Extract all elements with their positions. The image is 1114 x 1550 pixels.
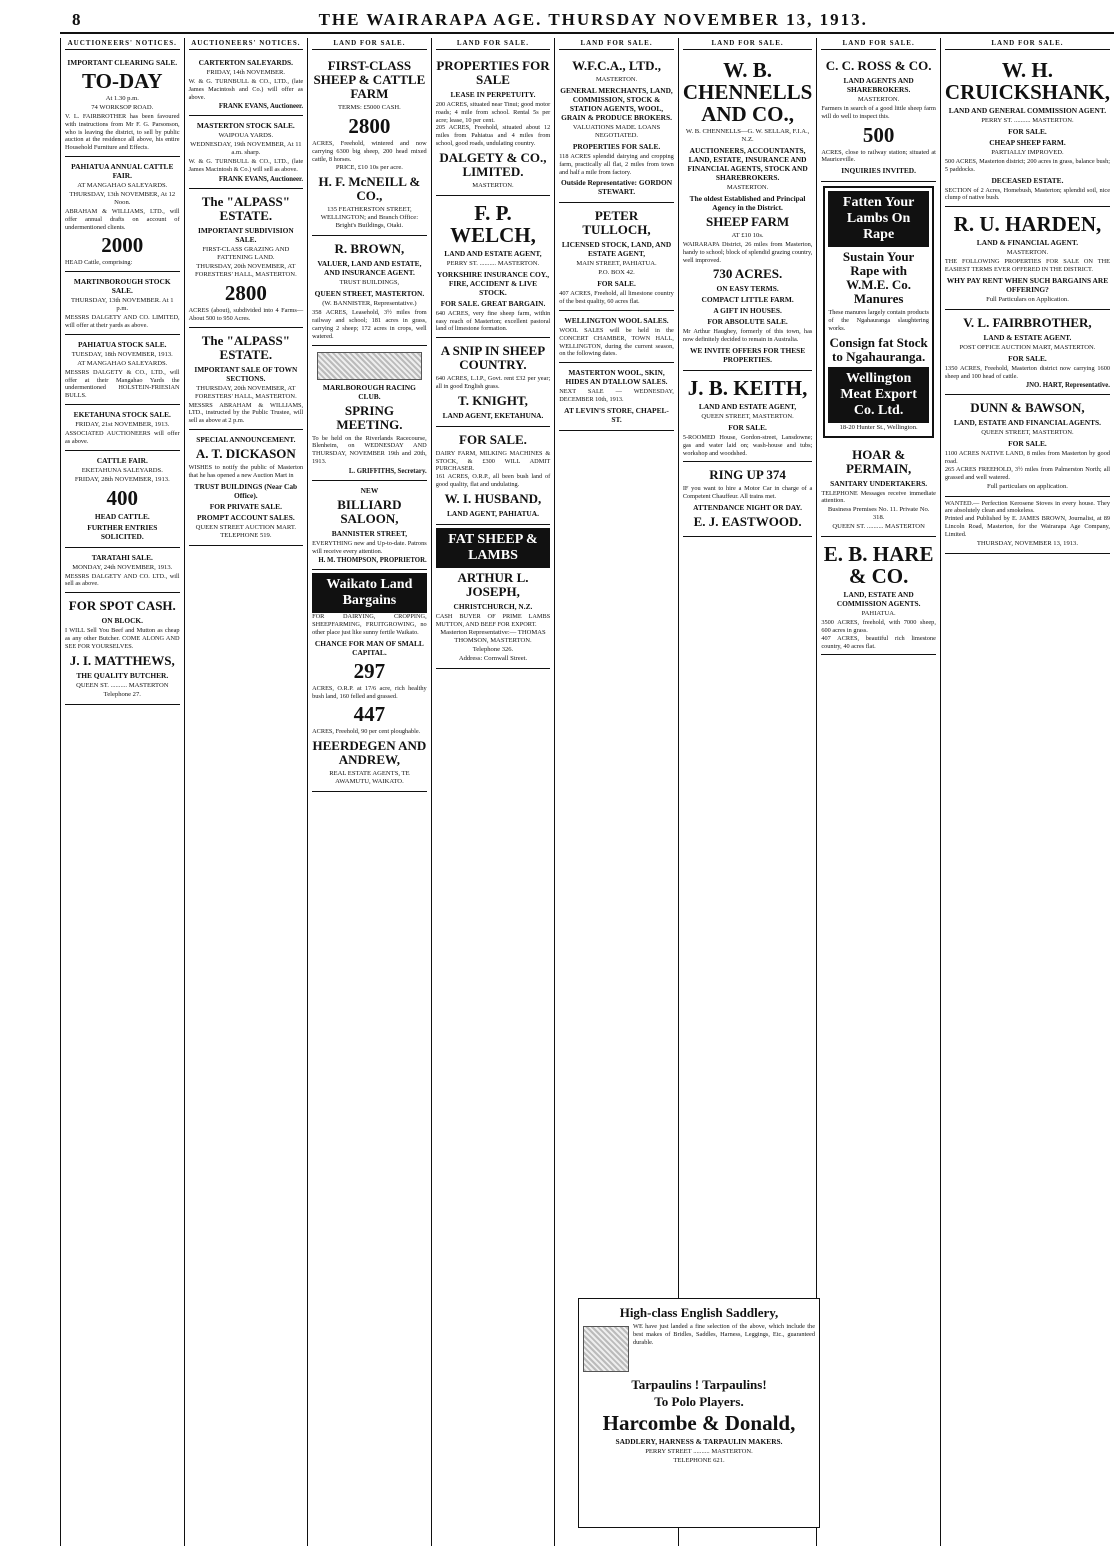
column-7 [816,38,940,1546]
column-3 [307,38,431,1546]
ad-tulloch: PETER TULLOCH, LICENSED STOCK, LAND, AND ESTATE AGENT, MAIN STREET, PAHIATUA. P.O. BOX 42. FOR SALE. 407 ACRES, Freehold, all limestone country of the best quality, 60 acres flat. [559,203,674,311]
ad-wfca: W.F.C.A., LTD., MASTERTON. GENERAL MERCHANTS, LAND, COMMISSION, STOCK & STATION AGENTS, WOOL, GRAIN & PRODUCE BROKERS. VALUATIONS MADE. LOANS NEGOTIATED. PROPERTIES FOR SALE. 118 ACRES splendid dairying and cropping farm, practically all flat, 2 miles from town and half a mile from factory. Outside Representative: GORDON STEWART. [559,53,674,203]
ad-dunn-bawson: DUNN & BAWSON, LAND, ESTATE AND FINANCIAL AGENTS. QUEEN STREET, MASTERTON. FOR SALE. 1100 ACRES NATIVE LAND, 8 miles from Masterton by good road. 265 ACRES FREEHOLD, 3½ miles from Palmerston North; all grassed and well watered. Full particulars on application. [945,395,1110,496]
ad-hoar-permain: HOAR & PERMAIN, SANITARY UNDERTAKERS. TELEPHONE Messages receive immediate attention. Business Premises No. 11. Private No. 318. QUEEN ST. .......... MASTERTON [821,442,936,538]
ad-welch: F. P. WELCH, LAND AND ESTATE AGENT, PERRY ST. .......... MASTERTON. YORKSHIRE INSURANCE COY., FIRE, ACCIDENT & LIVE STOCK. FOR SALE. GREAT BARGAIN. 640 ACRES, very fine sheep farm, within easy reach of Masterton; excellent pastoral land of limestone formation. [436,196,551,338]
ad-dalgety-properties: PROPERTIES FOR SALE LEASE IN PERPETUITY. 200 ACRES, situated near Tinui; good motor roads; 4 mile from school. Rental 5s per acre; lease, 10 per cent. 205 ACRES, Freehold, situated about 12 miles from Pahiatua and 4 miles from school, good roads, undulating country. DALGETY & CO., LIMITED. MASTERTON. [436,53,551,196]
ad-carterton: CARTERTON SALEYARDS. FRIDAY, 14th NOVEMBER. W. & G. TURNBULL & CO., LTD., (late James Macintosh and Co.) will offer as above. FRANK EVANS, Auctioneer. [189,53,304,116]
ad-husband: FOR SALE. DAIRY FARM, MILKING MACHINES & STOCK, & £300 WILL ADMIT PURCHASER. 161 ACRES, O.R.P., all been bush land of good quality, flat and undulating. W. I. HUSBAND, LAND AGENT, PAHIATUA. [436,427,551,525]
column-4 [431,38,555,1546]
ad-wool-sales: WELLINGTON WOOL SALES. WOOL SALES will be held in the CONCERT CHAMBER, TOWN HALL, WELLINGTON, during the current season, on the following dates. [559,311,674,363]
ad-alpass-town: The "ALPASS" ESTATE. IMPORTANT SALE OF TOWN SECTIONS. THURSDAY, 20th NOVEMBER, AT FORESTERS' HALL, MASTERTON. MESSRS ABRAHAM & WILLIAMS, LTD., instructed by the Public Trustee, will sell as above at 2 p.m. [189,328,304,430]
ad-hare: E. B. HARE & CO. LAND, ESTATE AND COMMISSION AGENTS. PAHIATUA. 3500 ACRES, freehold, with 7000 sheep, 600 acres in grass. 407 ACRES, beautiful rich limestone country, 40 acres flat. [821,537,936,655]
horse-race-illustration [317,352,422,380]
ad-cruickshank: W. H. CRUICKSHANK, LAND AND GENERAL COMMISSION AGENT. PERRY ST. .......... MASTERTON. FOR SALE. CHEAP SHEEP FARM. PARTIALLY IMPROVED. 500 ACRES, Masterton district; 200 acres in grass, balance bush; 5 paddocks. DECEASED ESTATE. SECTION of 2 Acres, Homebush, Masterton; splendid soil, nice clump of native bush. [945,53,1110,207]
ad-taratahi: TARATAHI SALE. MONDAY, 24th NOVEMBER, 1913. MESSRS DALGETY AND CO. LTD., will sell as above. [65,548,180,594]
masthead [60,8,1114,34]
column-header: AUCTIONEERS' NOTICES. [189,38,304,50]
column-header: LAND FOR SALE. [559,38,674,50]
ad-spot-cash: FOR SPOT CASH. ON BLOCK. I WILL Sell You Beef and Mutton as cheap as any other Butcher. COME ALONG AND SEE FOR YOURSELVES. J. I. MATTHEWS, THE QUALITY BUTCHER. QUEEN ST. .......... MASTERTON Telephone 27. [65,593,180,704]
ad-chennells: W. B. CHENNELLS AND CO., W. B. CHENNELLS—G. W. SELLAR, F.I.A., N.Z. AUCTIONEERS, ACCOUNTANTS, LAND, ESTATE, INSURANCE AND FINANCIAL AGENTS, STOCK AND SHAREBROKERS. MASTERTON. The oldest Established and Principal Agency in the District. SHEEP FARM AT £10 10s. WAIRARAPA District, 26 miles from Masterton, handy to school; block of splendid grazing country, well improved. 730 ACRES. ON EASY TERMS. COMPACT LITTLE FARM. A GIFT IN HOUSES. FOR ABSOLUTE SALE. Mr Arthur Haughey, formerly of this town, has now definitely decided to remain in Australia. WE INVITE OFFERS FOR THESE PROPERTIES. [683,53,813,371]
column-1 [60,38,184,1546]
ad-eketahuna-fair: CATTLE FAIR. EKETAHUNA SALEYARDS. FRIDAY, 28th NOVEMBER, 1913. 400 HEAD CATTLE. FURTHER ENTRIES SOLICITED. [65,451,180,548]
ad-martinborough: MARTINBOROUGH STOCK SALE. THURSDAY, 13th NOVEMBER. At 1 p.m. MESSRS DALGETY AND CO. LIMITED, will offer at their yards as above. [65,272,180,335]
column-header: LAND FOR SALE. [683,38,813,50]
ad-sheep-cattle-farm: FIRST-CLASS SHEEP & CATTLE FARM TERMS: £5000 CASH. 2800 ACRES, Freehold, wintered and now carrying 6300 big sheep, 200 head mixed cattle, 8 horses. PRICE, £10 10s per acre. H. F. McNEILL & CO., 135 FEATHERSTON STREET, WELLINGTON; and Branch Office: Bright's Buildings, Otaki. [312,53,427,236]
ad-dickason: SPECIAL ANNOUNCEMENT. A. T. DICKASON WISHES to notify the public of Masterton that he has opened a new Auction Mart in TRUST BUILDINGS (Near Cab Office). FOR PRIVATE SALE. PROMPT ACCOUNT SALES. QUEEN STREET AUCTION MART. TELEPHONE 519. [189,430,304,546]
ad-clearing-sale: IMPORTANT CLEARING SALE. TO-DAY At 1.30 p.m. 74 WORKSOP ROAD. V. L. FAIRBROTHER has been favoured with instructions from Mr F. G. Parsonson, who is leaving the district, to sell by public auction at the residence all above, his entire Household Furniture and Effects. [65,53,180,157]
ad-fat-sheep: FAT SHEEP & LAMBS ARTHUR L. JOSEPH, CHRISTCHURCH, N.Z. CASH BUYER OF PRIME LAMBS MUTTON, AND BEEF FOR EXPORT. Masterton Representative:— THOMAS THOMSON, MASTERTON. Telephone 326. Address: Cornwall Street. [436,525,551,670]
ad-snip-sheep: A SNIP IN SHEEP COUNTRY. 640 ACRES, L.I.P., Govt. rent £32 per year; all in good English grass. T. KNIGHT, LAND AGENT, EKETAHUNA. [436,338,551,427]
ad-masterton-stock: MASTERTON STOCK SALE. WAIPOUA YARDS. WEDNESDAY, 19th NOVEMBER, At 11 a.m. sharp. W. & G. TURNBULL & CO., LTD., (late James Macintosh & Co.) will sell as above. FRANK EVANS, Auctioneer. [189,116,304,189]
column-header: AUCTIONEERS' NOTICES. [65,38,180,50]
column-8 [940,38,1114,1546]
ad-billiard-saloon: NEW BILLIARD SALOON, BANNISTER STREET, EVERYTHING new and Up-to-date. Patrons will receive every attention. H. M. THOMPSON, PROPRIETOR. [312,481,427,571]
ad-cattle-fair: PAHIATUA ANNUAL CATTLE FAIR. AT MANGAHAO SALEYARDS. THURSDAY, 13th NOVEMBER, At 12 Noon. ABRAHAM & WILLIAMS, LTD., will offer annual drafts on account of undermentioned clients. 2000 HEAD Cattle, comprising: [65,157,180,272]
ad-keith: J. B. KEITH, LAND AND ESTATE AGENT, QUEEN STREET, MASTERTON. FOR SALE. 5-ROOMED House, Gordon-street, Lansdowne; gas and water laid on; wash-house and tubs; workshop and woodshed. [683,371,813,462]
masthead-title: THE WAIRARAPA AGE. THURSDAY NOVEMBER 13, 1913. [318,10,868,29]
ad-masterton-wool: MASTERTON WOOL, SKIN, HIDES AN DTALLOW SALES. NEXT SALE — WEDNESDAY, DECEMBER 10th, 1913. AT LEVIN'S STORE, CHAPEL-ST. [559,363,674,431]
ad-pahiatua-stock: PAHIATUA STOCK SALE. TUESDAY, 18th NOVEMBER, 1913. AT MANGAHAO SALEYARDS. MESSRS DALGETY & CO., LTD., will offer at their Mangahao Yards the undermentioned HOLSTEIN-FRIESIAN BULLS. [65,335,180,405]
ad-waikato: Waikato Land Bargains FOR DAIRYING, CROPPING, SHEEPFARMING, FRUITGROWING, no other place just like sunny fertile Waikato. CHANCE FOR MAN OF SMALL CAPITAL. 297 ACRES, O.R.P. at 17/6 acre, rich healthy bush land, 160 felled and grassed. 447 ACRES, Freehold, 90 per cent ploughable. HEERDEGEN AND ANDREW, REAL ESTATE AGENTS, TE AWAMUTU, WAIKATO. [312,570,427,792]
ad-harden: R. U. HARDEN, LAND & FINANCIAL AGENT. MASTERTON. THE FOLLOWING PROPERTIES FOR SALE ON THE EASIEST TERMS EVER OFFERED IN THE DISTRICT. WHY PAY RENT WHEN SUCH BARGAINS ARE OFFERING? Full Particulars on Application. [945,207,1110,310]
ad-alpass-estate: The "ALPASS" ESTATE. IMPORTANT SUBDIVISION SALE. FIRST-CLASS GRAZING AND FATTENING LAND. THURSDAY, 20th NOVEMBER, AT FORESTERS' HALL, MASTERTON. 2800 ACRES (about), subdivided into 4 Farms—About 500 to 950 Acres. [189,189,304,328]
ad-wanted: WANTED.— Perfection Kerosene Stoves in every house. They are absolutely clean and smokeless. Printed and Published by E. JAMES BROWN, Journalist, at 89 Lincoln Road, Masterton, for the Wairarapa Age Company, Limited. THURSDAY, NOVEMBER 13, 1913. [945,497,1110,554]
ad-meat-export: Fatten Your Lambs On Rape Sustain Your Rape with W.M.E. Co. Manures These manures largely contain products of the Ngahauranga slaughtering works. Consign fat Stock to Ngahauranga. Wellington Meat Export Co. Ltd. 18-20 Hunter St., Wellington. [823,186,934,437]
saddle-illustration [583,1326,629,1372]
column-header: LAND FOR SALE. [945,38,1110,50]
ad-harcombe-donald: High-class English Saddlery, WE have just landed a fine selection of the above, which include the best makes of Bridles, Saddles, Harness, Leggings, Etc., guaranteed durable. Tarpaulins ! Tarpaulins! To Polo Players. Harcombe & Donald, SADDLERY, HARNESS & TARPAULIN MAKERS. PERRY STREET .......... MASTERTON. TELEPHONE 621. [578,1298,820,1528]
column-2 [184,38,308,1546]
ad-ring-up: RING UP 374 IF you want to hire a Motor Car in charge of a Competent Chauffeur. All trains met. ATTENDANCE NIGHT OR DAY. E. J. EASTWOOD. [683,462,813,537]
ad-racing-club: MARLBOROUGH RACING CLUB. SPRING MEETING. To be held on the Riverlands Racecourse, Blenheim, on WEDNESDAY AND THURSDAY, NOVEMBER 19th and 20th, 1913. L. GRIFFITHS, Secretary. [312,346,427,481]
column-header: LAND FOR SALE. [821,38,936,50]
ad-ross: C. C. ROSS & CO. LAND AGENTS AND SHAREBROKERS. MASTERTON. Farmers in search of a good little sheep farm will do well to inspect this. 500 ACRES, close to railway station; situated at Mauriceville. INQUIRIES INVITED. [821,53,936,182]
column-header: LAND FOR SALE. [312,38,427,50]
page-number: 8 [72,10,81,29]
ad-r-brown: R. BROWN, VALUER, LAND AND ESTATE, AND INSURANCE AGENT. TRUST BUILDINGS, QUEEN STREET, MASTERTON. (W. BANNISTER, Representative.) 358 ACRES, Leasehold, 3½ miles from railway and school; 181 acres in grass, carrying 2 sheep; 172 acres in crops, well watered. [312,236,427,345]
ad-eketahuna-stock: EKETAHUNA STOCK SALE. FRIDAY, 21st NOVEMBER, 1913. ASSOCIATED AUCTIONEERS will offer as above. [65,405,180,451]
ad-fairbrother: V. L. FAIRBROTHER, LAND & ESTATE AGENT. POST OFFICE AUCTION MART, MASTERTON. FOR SALE. 1350 ACRES, Freehold, Masterton district now carrying 1600 sheep and 100 head of cattle. JNO. HART, Representative. [945,310,1110,396]
column-header: LAND FOR SALE. [436,38,551,50]
